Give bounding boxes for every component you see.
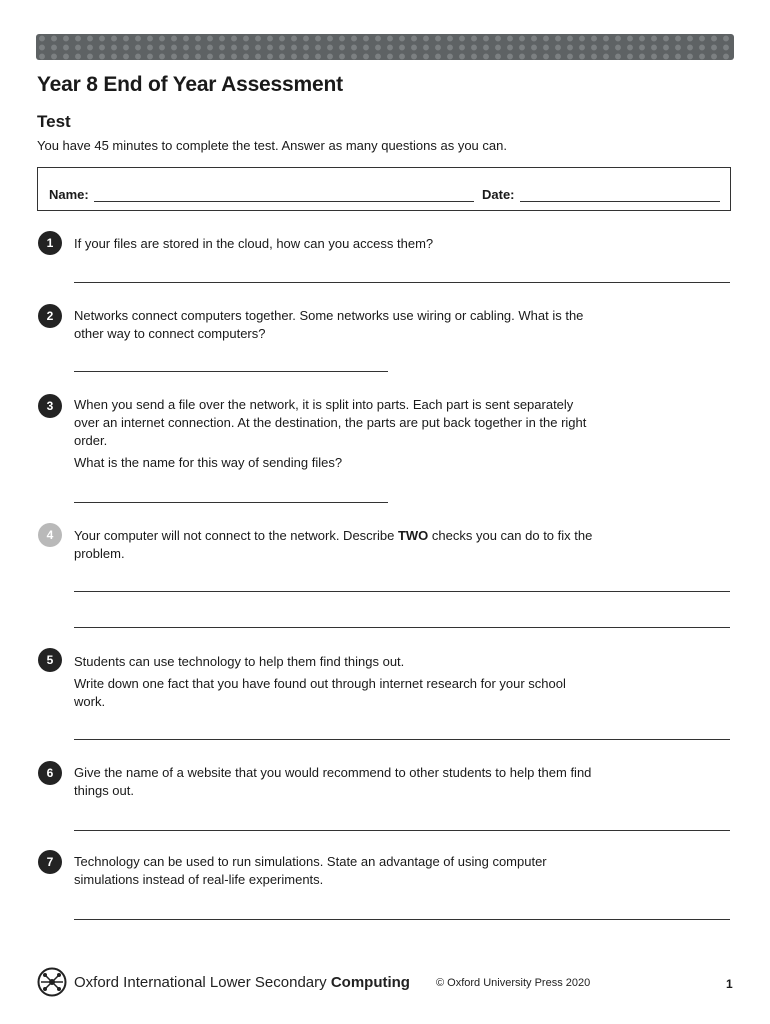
date-field[interactable]: [520, 201, 720, 202]
page-title: Year 8 End of Year Assessment: [37, 73, 343, 96]
question-paragraph: Students can use technology to help them find things out.: [74, 654, 405, 669]
question-number-badge: 3: [38, 394, 62, 418]
question-number-badge: 2: [38, 304, 62, 328]
question-paragraph: Networks connect computers together. Some networks use wiring or cabling. What is the other way to connect computers?: [74, 308, 584, 341]
answer-line[interactable]: [74, 627, 730, 628]
header-banner: [36, 34, 734, 60]
question-text: [74, 764, 594, 800]
footer-series-name: Oxford International Lower Secondary: [74, 974, 327, 991]
footer-subject: Computing: [330, 974, 410, 991]
network-logo-icon: [37, 967, 67, 997]
page-subtitle: Test: [37, 112, 71, 131]
question-paragraph: Technology can be used to run simulations. State an advantage of using computer simulations instead of real-life experiments.: [74, 854, 547, 887]
question-text: [74, 853, 594, 889]
footer-copyright: © Oxford University Press 2020: [436, 977, 591, 989]
question-paragraph: Write down one fact that you have found out through internet research for your school work.: [74, 676, 566, 709]
question-text-part: Your computer will not connect to the network. Describe: [74, 528, 398, 543]
question-text-part: checks you can do to fix the problem.: [74, 528, 593, 561]
question-emphasis: TWO: [397, 528, 429, 543]
question-paragraph: If your files are stored in the cloud, how can you access them?: [74, 236, 434, 251]
question-number-badge: 5: [38, 648, 62, 672]
instructions: You have 45 minutes to complete the test. Answer as many questions as you can.: [37, 138, 507, 153]
name-label: Name:: [49, 187, 89, 202]
question-number-badge: 4: [38, 523, 62, 547]
answer-line[interactable]: [74, 919, 730, 920]
question-number-badge: 6: [38, 761, 62, 785]
name-date-box: [37, 167, 731, 211]
name-field[interactable]: [94, 201, 474, 202]
question-paragraph: [74, 527, 594, 563]
question-paragraph: When you send a file over the network, it is split into parts. Each part is sent separately over an internet connection. At the destination, the parts are put back together in the right order.: [74, 397, 587, 448]
question-text: [74, 307, 594, 343]
answer-line[interactable]: [74, 830, 730, 831]
question-number-badge: 1: [38, 231, 62, 255]
question-text: [74, 653, 594, 711]
date-label: Date:: [482, 187, 515, 202]
question-text: [74, 527, 594, 563]
footer-series: [74, 974, 410, 991]
question-paragraph: What is the name for this way of sending files?: [74, 455, 343, 470]
question-text: [74, 396, 594, 472]
page-number: 1: [726, 977, 733, 991]
answer-line[interactable]: [74, 371, 388, 372]
question-number-badge: 7: [38, 850, 62, 874]
answer-line[interactable]: [74, 739, 730, 740]
answer-line[interactable]: [74, 502, 388, 503]
question-text: [74, 235, 594, 253]
answer-line[interactable]: [74, 591, 730, 592]
answer-line[interactable]: [74, 282, 730, 283]
question-paragraph: Give the name of a website that you would recommend to other students to help them find things out.: [74, 765, 592, 798]
